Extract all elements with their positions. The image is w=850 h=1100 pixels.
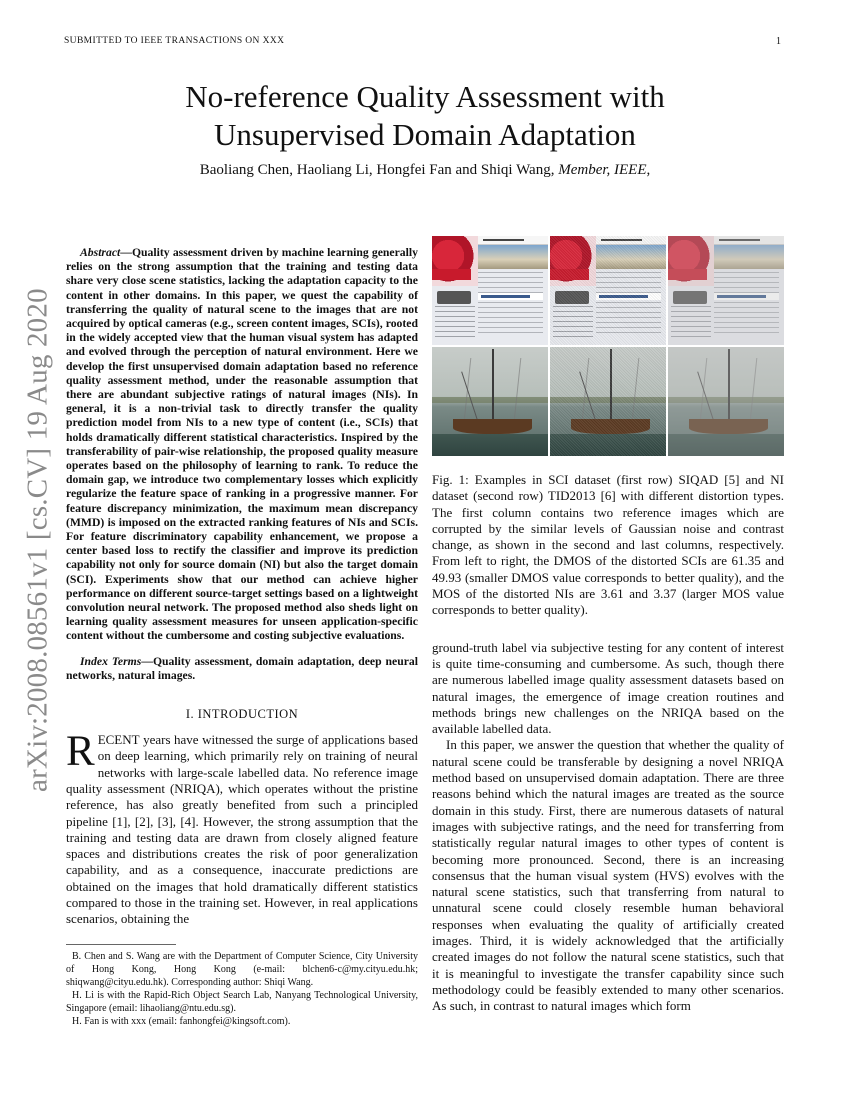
figure-image-grid xyxy=(432,236,784,456)
sci-noise-image xyxy=(550,236,666,345)
index-terms-text: —Quality assessment, domain adaptation, deep neural networks, natural images. xyxy=(66,654,418,682)
ni-noise-image xyxy=(550,347,666,456)
section-title: INTRODUCTION xyxy=(197,707,299,722)
sci-reference-image xyxy=(432,236,548,345)
section-heading-introduction xyxy=(66,707,418,722)
author-trailing: , xyxy=(646,162,651,178)
index-terms xyxy=(66,655,418,683)
footnote-rule xyxy=(66,944,176,945)
paper-title xyxy=(100,78,750,154)
author-line xyxy=(100,162,750,179)
ni-reference-image xyxy=(432,347,548,456)
index-terms-label: Index Terms xyxy=(80,654,142,668)
paragraph-2: In this paper, we answer the question that whether the quality of natural scene could be transferable by designing a novel NRIQA method based on unsupervised domain adaptation. There are three reasons behind which the natural images are treated as the source domain in this study. First, there are numerous datasets of natural images with subjective ratings, and the need for transferring from statistically regular natural images to other types of content is becoming more pronounced. Second, there is an increasing consensus that the human visual system (HVS) evolves with the natural scene statistics, such that transferring from natural to unnatural scene could closely resemble human behavioral responses when evaluating the quality of artificially created images. Third, it is widely acknowledged that the artificially created images do not follow the natural scene statistics, such that it is meaningful to investigate the transfer capability since such methodology could be feasibly extended to many other scenarios. As such, in contrast to natural images which form xyxy=(432,737,784,1014)
author-names: Baoliang Chen, Haoliang Li, Hongfei Fan and Shiqi Wang, xyxy=(199,162,555,178)
page-number: 1 xyxy=(776,36,781,47)
sci-contrast-image xyxy=(668,236,784,345)
section-numeral: I. xyxy=(185,707,195,722)
right-column xyxy=(432,236,784,1015)
figure-caption: Fig. 1: Examples in SCI dataset (first row) SIQAD [5] and NI dataset (second row) TID2013 [6] with different distortion types. The first column contains two reference images which are corrupted by the similar levels of Gaussian noise and contrast change, as shown in the second and last columns, respectively. From left to right, the DMOS of the distorted SCIs are 61.35 and 49.93 (smaller DMOS value corresponds to better quality), and the MOS of the distorted NIs are 3.61 and 3.37 (larger MOS value corresponds to better quality). xyxy=(432,472,784,618)
ni-contrast-image xyxy=(668,347,784,456)
abstract xyxy=(66,246,418,644)
paragraph-continued: ground-truth label via subjective testing for any content of interest is quite time-consuming and cumbersome. As such, though there are numerous labelled image quality assessment datasets based on natural images, the emergence of image creation routines and methods brings new challenges on the NRIQA based on the available labelled data. xyxy=(432,639,784,737)
footnotes xyxy=(66,950,418,1028)
abstract-label: Abstract xyxy=(80,246,121,259)
author-membership: Member, IEEE xyxy=(558,162,647,178)
dropcap: R xyxy=(66,728,95,776)
abstract-text: —Quality assessment driven by machine learning generally relies on the strong assumption that the training and testing data share very close scene statistics, lacking the adaptation capacity to the content in other domains. In this paper, we quest the capability of transferring the quality of natural scene to the images that are not acquired by optical cameras (e.g., screen content images, SCIs), rooted in the widely accepted view that the human visual system has adapted and evolved through the perception of natural environment. Here we develop the first unsupervised domain adaptation based no reference quality assessment method, under the reasonable assumption that there are abundant subjective ratings of natural images (NIs). In general, it is a non-trivial task to directly transfer the quality prediction model from NIs to a new type of content (i.e., SCIs) that holds dramatically different statistical characteristics. Inspired by the transferability of pair-wise relationship, the proposed quality measure operates based on the philosophy of learning to rank. To reduce the domain gap, we introduce two complementary losses which explicitly regularize the feature space of ranking in a progressive manner. For feature discrepancy minimization, the maximum mean discrepancy (MMD) is imposed on the extracted ranking features of NIs and SCIs. For feature discriminatory capability enhancement, we propose a center based loss to rectify the classifier and improve its prediction capability not only for source domain (NI) but also the target domain (SCI). Experiments show that our method can achieve higher performance on different source-target settings based on a lightweight convolution neural network. The proposed method also sheds light on learning quality assessment measures for unseen application-specific content without the cumbersome and costing subjective evaluations. xyxy=(66,246,418,643)
intro-first-word: ECENT xyxy=(97,732,140,748)
right-body-text xyxy=(432,640,784,1015)
footnote-1: B. Chen and S. Wang are with the Department of Computer Science, City University of Hong Kong, Hong Kong (e-mail: blchen6-c@my.cityu.edu.hk; shiqwang@cityu.edu.hk). Corresponding author: Shiqi Wang. xyxy=(66,950,418,988)
footnote-3: H. Fan is with xxx (email: fanhongfei@kingsoft.com). xyxy=(72,1015,291,1027)
title-line-2: Unsupervised Domain Adaptation xyxy=(214,117,636,152)
intro-text: years have witnessed the surge of applications based on deep learning, which primarily rely on training of neural networks with large-scale labelled data. No reference image quality assessment (NRIQA), which operates without the pristine reference, has also greatly benefited from such a principled pipeline [1], [2], [3], [4]. However, the strong assumption that the training and testing data are drawn from closely aligned feature spaces and distributions creates the risk of poor generalization capability, and as a consequence, inaccurate predictions are obtained on the images that hold dramatically different statistics compared to those in the training set. However, in real applications scenarios, obtaining the xyxy=(66,732,418,927)
figure-1 xyxy=(432,236,784,456)
running-head: SUBMITTED TO IEEE TRANSACTIONS ON XXX xyxy=(64,36,285,46)
arxiv-stamp[interactable]: arXiv:2008.08561v1 [cs.CV] 19 Aug 2020 xyxy=(21,288,54,792)
title-line-1: No-reference Quality Assessment with xyxy=(185,79,665,114)
left-column xyxy=(66,246,418,1028)
footnote-2: H. Li is with the Rapid-Rich Object Search Lab, Nanyang Technological University, Singapore (email: lihaoliang@ntu.edu.sg). xyxy=(66,989,418,1014)
intro-paragraph xyxy=(66,728,418,928)
